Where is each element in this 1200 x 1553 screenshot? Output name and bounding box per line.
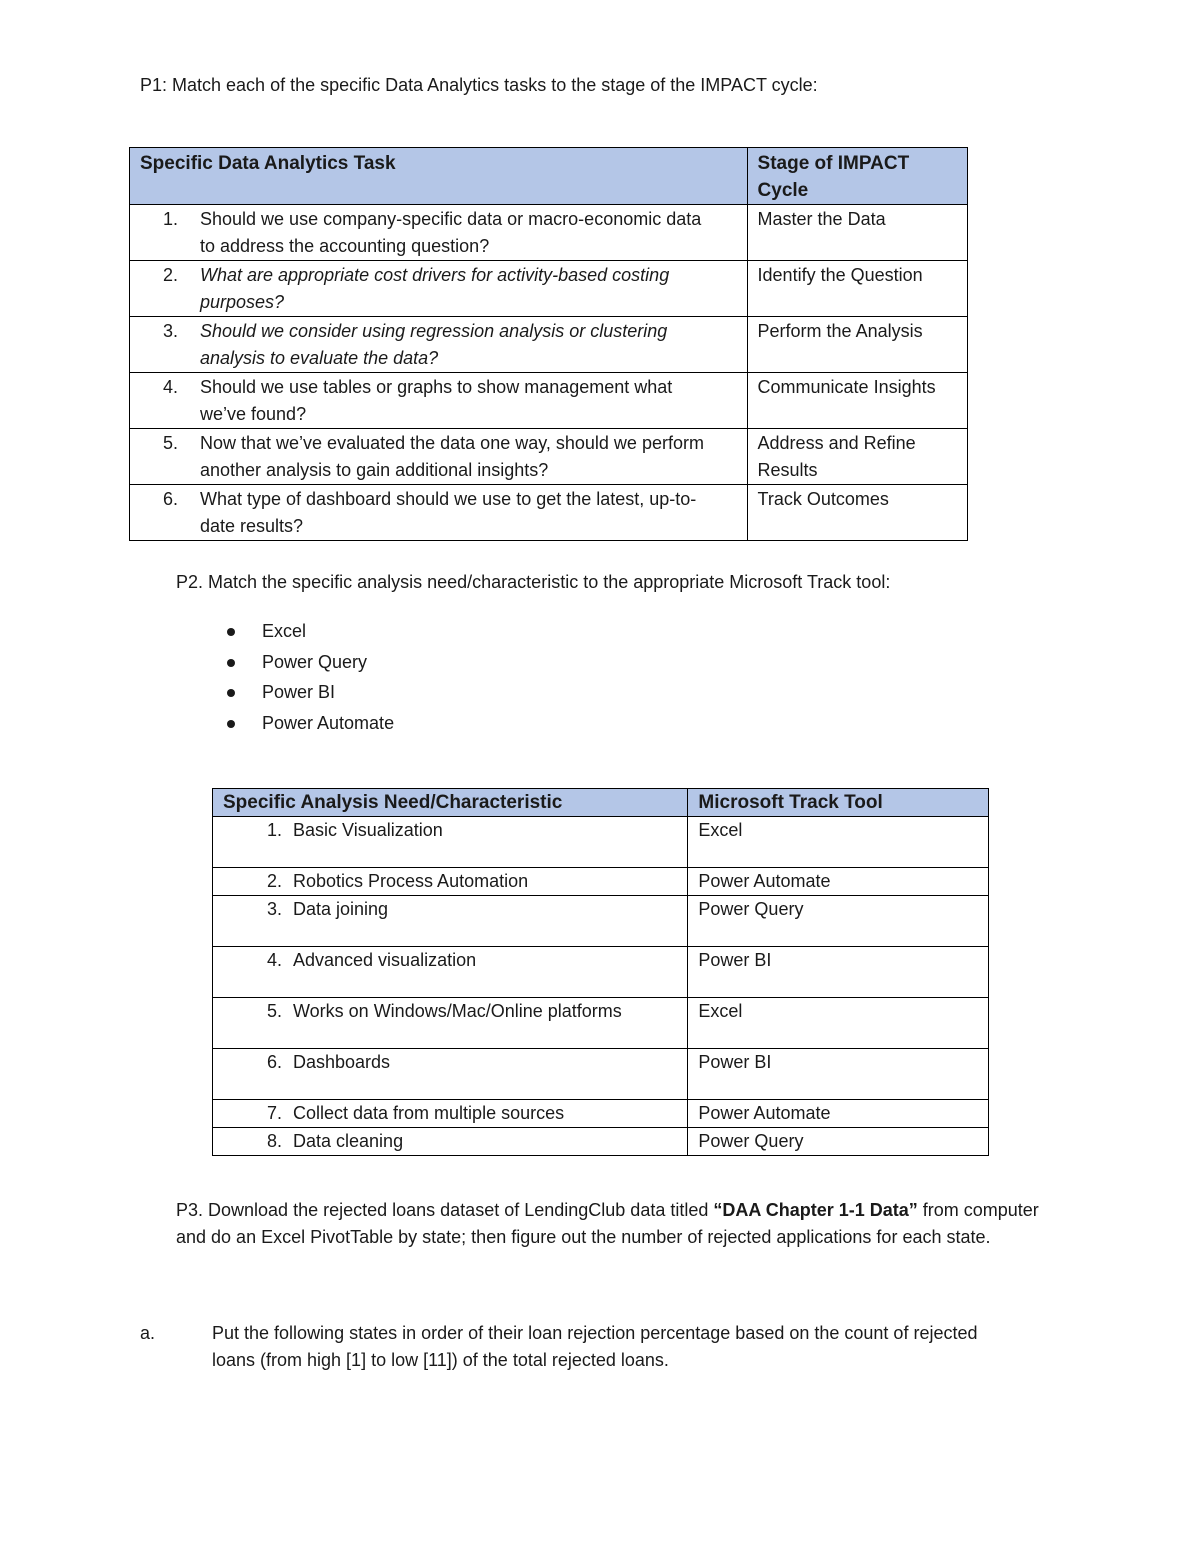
task-text: What type of dashboard should we use to get the latest, up-to-date results? bbox=[200, 489, 697, 536]
table-row bbox=[130, 317, 968, 373]
task-text: Should we consider using regression analysis or clustering analysis to evaluate the data? bbox=[200, 321, 668, 368]
list-item bbox=[220, 618, 394, 649]
table-row bbox=[130, 429, 968, 485]
p3-item-a bbox=[140, 1320, 1006, 1374]
tool-bullet-list bbox=[220, 618, 394, 740]
row-number: 1. bbox=[266, 820, 282, 840]
need-text: Dashboards bbox=[293, 1052, 391, 1072]
task-text: Should we use company-specific data or macro-economic data to address the accounting question? bbox=[200, 209, 702, 256]
table-row bbox=[130, 373, 968, 429]
tool-name: Power Query bbox=[262, 651, 368, 672]
stage-text: Address and Refine Results bbox=[747, 429, 967, 485]
tool-text: Excel bbox=[688, 998, 989, 1049]
table-row bbox=[213, 998, 989, 1049]
p2-heading: P2. Match the specific analysis need/characteristic to the appropriate Microsoft Track tool: bbox=[176, 572, 891, 592]
need-text: Data joining bbox=[293, 899, 389, 919]
bullet-icon bbox=[227, 628, 235, 636]
row-number: 6. bbox=[162, 489, 178, 509]
header-task: Specific Data Analytics Task bbox=[130, 148, 748, 205]
table-row bbox=[213, 1049, 989, 1100]
tool-name: Power Automate bbox=[262, 712, 395, 733]
row-number: 2. bbox=[162, 265, 178, 285]
table-row bbox=[213, 817, 989, 868]
row-number: 8. bbox=[266, 1131, 282, 1151]
tool-name: Excel bbox=[262, 621, 307, 641]
item-a-text: Put the following states in order of their loan rejection percentage based on the count of rejected loans (from high [1] to low [11]) of the total rejected loans. bbox=[212, 1323, 978, 1370]
task-text: Now that we’ve evaluated the data one way, should we perform another analysis to gain additional insights? bbox=[200, 433, 704, 480]
row-number: 6. bbox=[266, 1052, 282, 1072]
need-text: Robotics Process Automation bbox=[293, 871, 529, 891]
table-row bbox=[213, 1128, 989, 1156]
list-item bbox=[220, 679, 394, 710]
stage-text: Identify the Question bbox=[747, 261, 967, 317]
stage-text: Master the Data bbox=[747, 205, 967, 261]
row-number: 1. bbox=[162, 209, 178, 229]
tool-text: Power Query bbox=[688, 1128, 989, 1156]
tool-text: Power Query bbox=[688, 896, 989, 947]
stage-text: Communicate Insights bbox=[747, 373, 967, 429]
bullet-icon bbox=[227, 720, 235, 728]
row-number: 5. bbox=[266, 1001, 282, 1021]
table-header-row bbox=[213, 789, 989, 817]
tool-name: Power BI bbox=[262, 682, 336, 702]
header-need: Specific Analysis Need/Characteristic bbox=[213, 789, 688, 817]
impact-cycle-table bbox=[129, 147, 968, 541]
header-stage: Stage of IMPACT Cycle bbox=[747, 148, 967, 205]
need-text: Basic Visualization bbox=[293, 820, 443, 840]
stage-text: Track Outcomes bbox=[747, 485, 967, 541]
need-text: Collect data from multiple sources bbox=[293, 1103, 565, 1123]
table-row bbox=[213, 896, 989, 947]
need-text: Advanced visualization bbox=[293, 950, 477, 970]
list-item bbox=[220, 649, 394, 680]
p1-heading: P1: Match each of the specific Data Analytics tasks to the stage of the IMPACT cycle: bbox=[140, 75, 818, 95]
row-number: 3. bbox=[162, 321, 178, 341]
table-row bbox=[130, 485, 968, 541]
row-number: 4. bbox=[162, 377, 178, 397]
tool-text: Power Automate bbox=[688, 868, 989, 896]
microsoft-tool-table bbox=[212, 788, 989, 1156]
row-number: 2. bbox=[266, 871, 282, 891]
item-marker: a. bbox=[140, 1323, 156, 1343]
bullet-icon bbox=[227, 689, 235, 697]
tool-text: Excel bbox=[688, 817, 989, 868]
p3-text-after: from computer and do an Excel PivotTable by state; then figure out the number of rejected applications for each state. bbox=[176, 1200, 1039, 1247]
row-number: 3. bbox=[266, 899, 282, 919]
table-row bbox=[213, 1100, 989, 1128]
table-row bbox=[130, 261, 968, 317]
header-tool: Microsoft Track Tool bbox=[688, 789, 989, 817]
list-item bbox=[220, 710, 394, 741]
p3-text-before: P3. Download the rejected loans dataset of LendingClub data titled bbox=[176, 1200, 714, 1220]
bullet-icon bbox=[227, 659, 235, 667]
table-row bbox=[213, 947, 989, 998]
task-text: Should we use tables or graphs to show management what we’ve found? bbox=[200, 377, 673, 424]
need-text: Works on Windows/Mac/Online platforms bbox=[293, 1001, 622, 1021]
table-row bbox=[130, 205, 968, 261]
table-header-row bbox=[130, 148, 968, 205]
p3-paragraph bbox=[176, 1197, 1046, 1251]
need-text: Data cleaning bbox=[293, 1131, 404, 1151]
tool-text: Power Automate bbox=[688, 1100, 989, 1128]
row-number: 4. bbox=[266, 950, 282, 970]
row-number: 7. bbox=[266, 1103, 282, 1123]
tool-text: Power BI bbox=[688, 947, 989, 998]
task-text: What are appropriate cost drivers for activity-based costing purposes? bbox=[200, 265, 670, 312]
dataset-title: “DAA Chapter 1-1 Data” bbox=[713, 1200, 918, 1220]
tool-text: Power BI bbox=[688, 1049, 989, 1100]
row-number: 5. bbox=[162, 433, 178, 453]
table-row bbox=[213, 868, 989, 896]
stage-text: Perform the Analysis bbox=[747, 317, 967, 373]
